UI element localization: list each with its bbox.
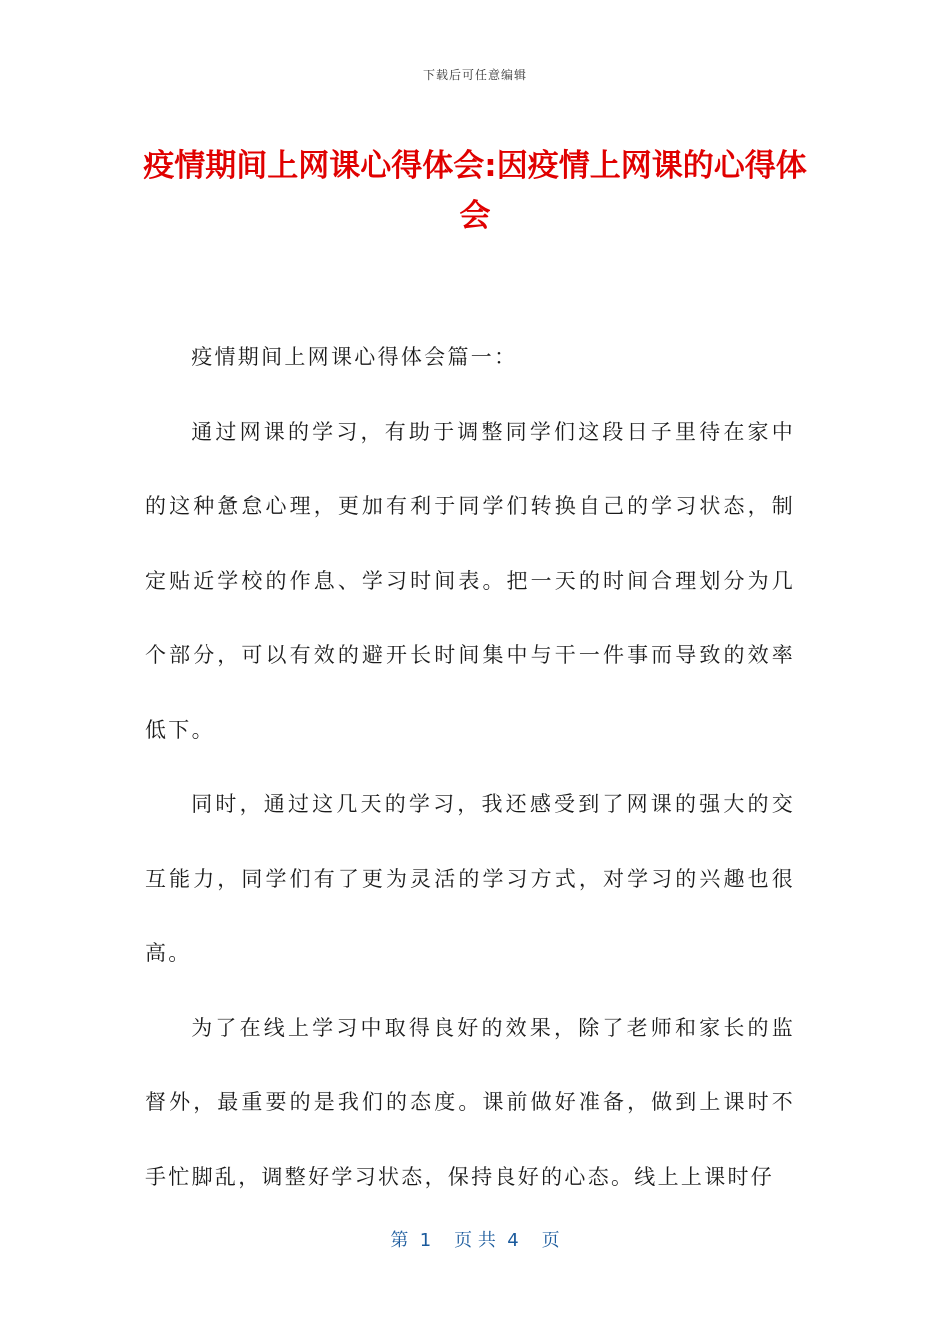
body-paragraph: 同时，通过这几天的学习，我还感受到了网课的强大的交互能力，同学们有了更为灵活的学习方式，对学习的兴趣也很高。 [145,792,795,965]
document-title: 疫情期间上网课心得体会:因疫情上网课的心得体会 [143,148,807,234]
page-number-footer: 第 1 页 共 4 页 [390,1230,560,1251]
body-paragraph: 通过网课的学习，有助于调整同学们这段日子里待在家中的这种惫怠心理，更加有利于同学们转换自己的学习状态，制定贴近学校的作息、学习时间表。把一天的时间合理划分为几个部分，可以有效的避开长时间集中与干一件事而导致的效率低下。 [145,419,795,742]
section-heading: 疫情期间上网课心得体会篇一： [191,345,518,369]
header-note: 下载后可任意编辑 [422,68,527,82]
document-body [145,320,795,1214]
body-paragraph: 为了在线上学习中取得良好的效果，除了老师和家长的监督外，最重要的是我们的态度。课前做好准备，做到上课时不手忙脚乱，调整好学习状态，保持良好的心态。线上上课时仔 [145,1015,795,1189]
